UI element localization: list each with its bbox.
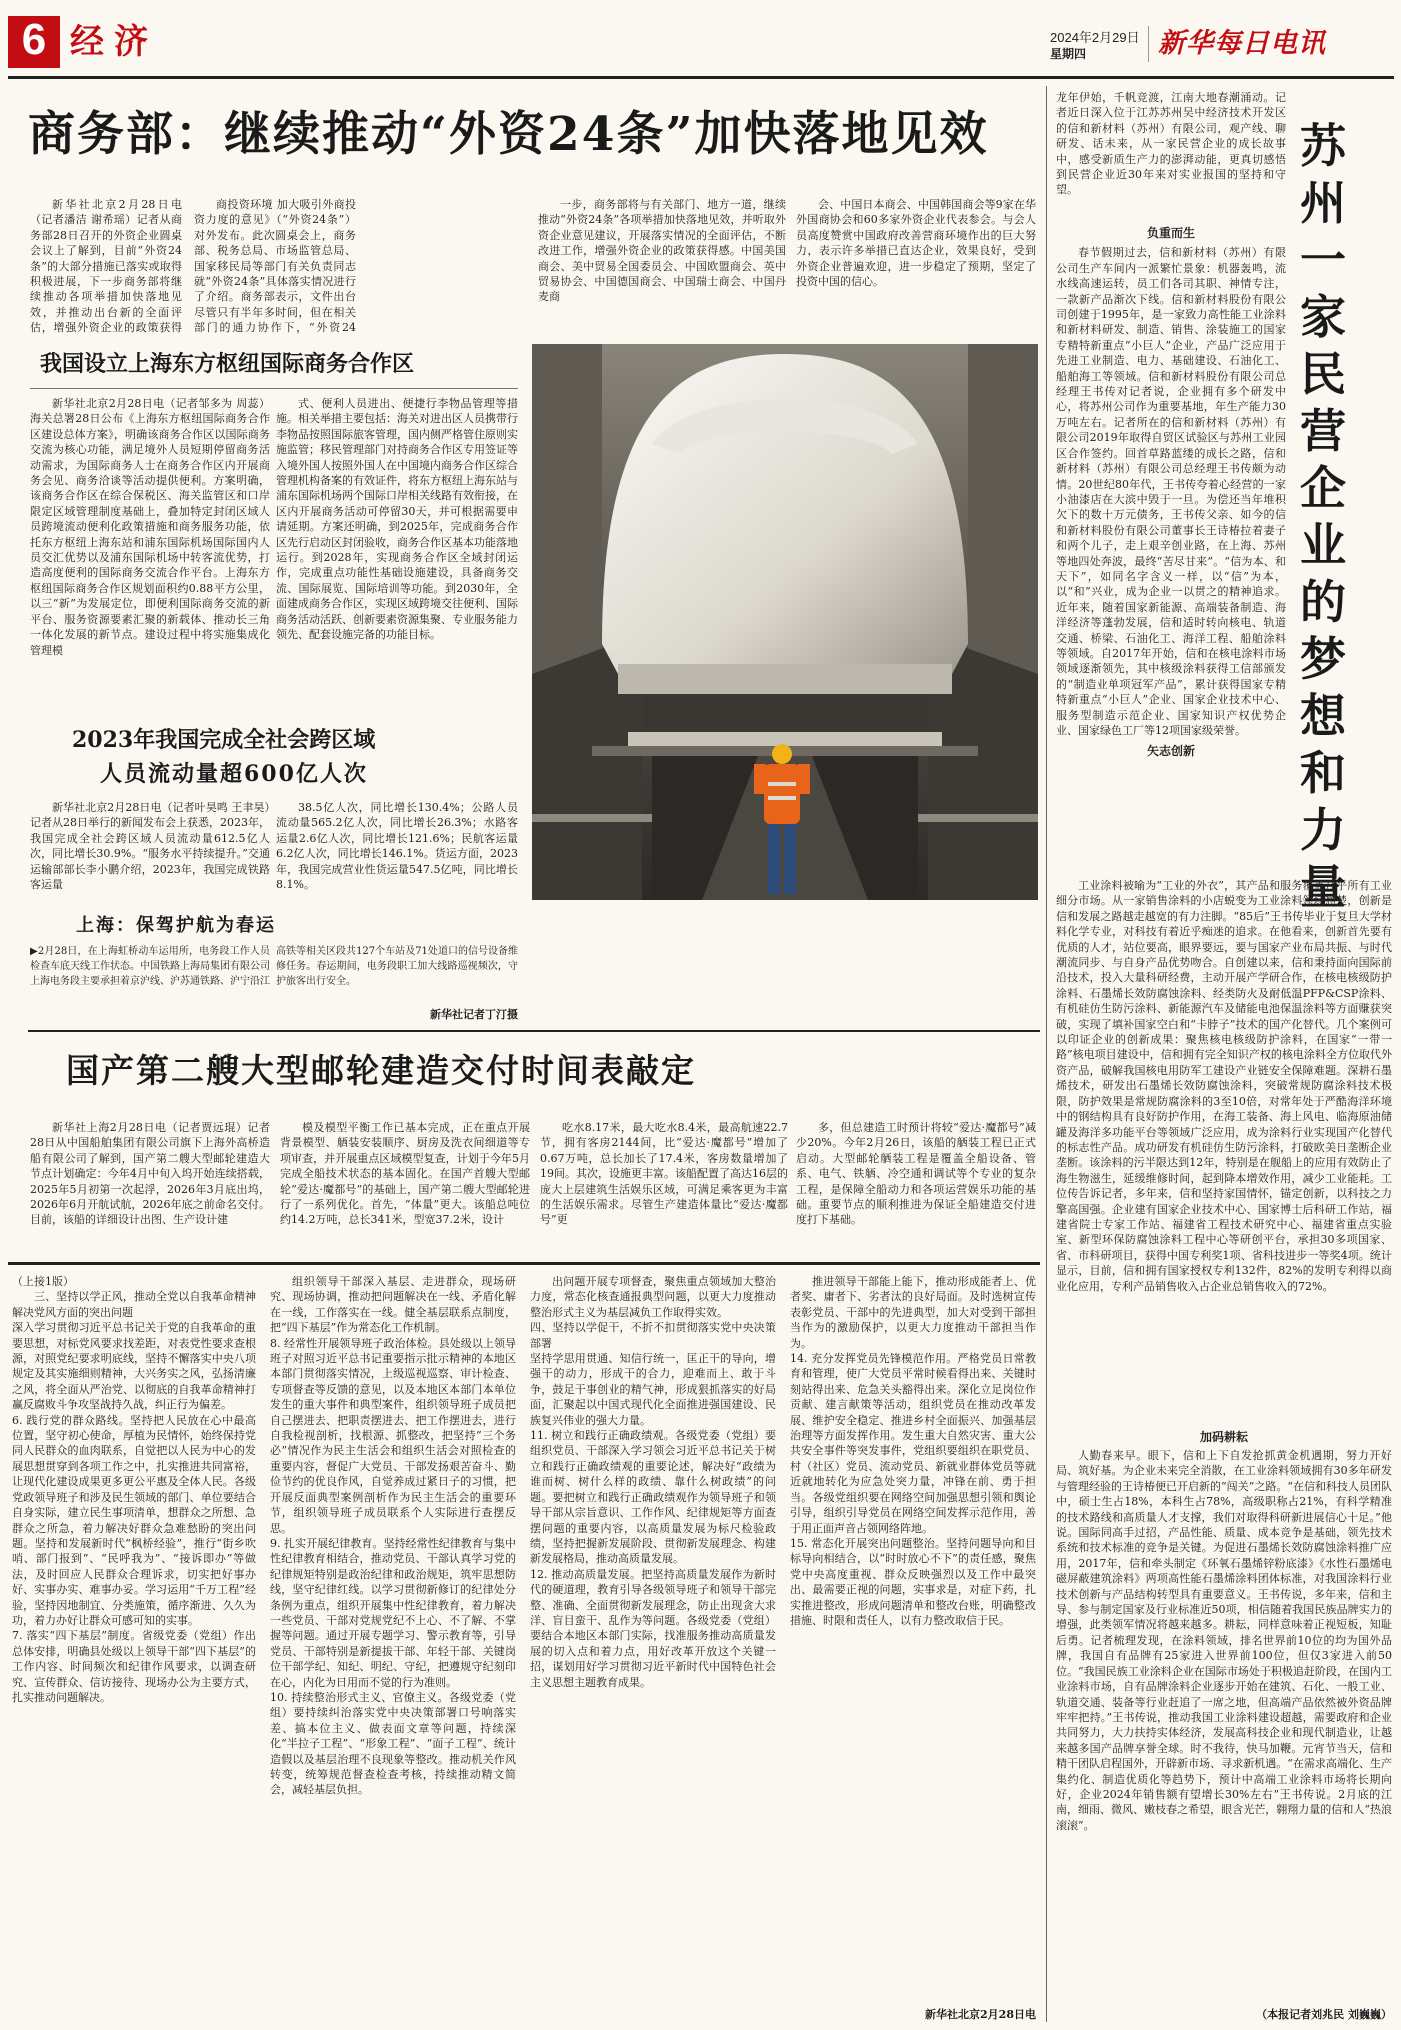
bottom-top-rule <box>8 1262 1040 1265</box>
bottom-text-3: 出问题开展专项督查，聚焦重点领域加大整治力度，常态化核查通报典型问题，以更大力度推动整治形式主义为基层减负工作取得实效。 四、坚持以学促干，不折不扣贯彻落实党中央决策部署 坚持学思用贯通、知信行统一，匡正干的导向，增强干的动力，形成干的合力，迎难而上、敢于斗争，鼓足干事创业的精气神，形成狠抓落实的好局面，汇聚起以中国式现代化全面推进强国建设、民族复兴伟业的强大力量。 11. 树立和践行正确政绩观。各级党委（党组）要组织党员、干部深入学习领会习近平总书记关于树立和践行正确政绩观的重要论述，解决好“政绩为谁而树、树什么样的政绩、靠什么树政绩”的问题。要把树立和践行正确政绩观作为领导班子和领导干部从宗旨意识、工作作风、纪律规矩等方面查摆问题的重要内容，以高质量发展为标尺检验政绩，坚持把握新发展阶段、贯彻新发展理念、构建新发展格局，推动高质量发展。 12. 推动高质量发展。把坚持高质量发展作为新时代的硬道理，教育引导各级领导班子和领导干部完整、准确、全面贯彻新发展理念，防止出现贪大求洋、盲目蛮干、乱作为等问题。各级党委（党组）要结合本地区本部门实际，找准服务推动高质量发展的切入点和着力点，用好改革开放这个关键一招，谋划用好学习贯彻习近平新时代中国特色社会主义思想主题教育成果。 <box>530 1275 776 1689</box>
shanghai-headline: 我国设立上海东方枢纽国际商务合作区 <box>40 351 415 377</box>
bottom-col-3 <box>530 1274 776 2022</box>
masthead-rule <box>8 76 1394 79</box>
photo-credit: 新华社记者丁汀摄 <box>430 1008 518 1021</box>
bottom-text-4: 推进领导干部能上能下，推动形成能者上、优者奖、庸者下、劣者汰的良好局面。及时选树宣传表彰党员、干部中的先进典型，加大对受到干部担当作为的激励保护，以更大力度推动干部担当作为。 14. 充分发挥党员先锋模范作用。严格党员日常教育和管理，使广大党员平常时候看得出来、关键时刻站得出来、危急关头豁得出来。深化立足岗位作贡献、建言献策等活动，组织党员在推动改革发展、维护安全稳定、推进乡村全面振兴、加强基层治理等方面发挥作用。发生重大自然灾害、重大公共安全事件等突发事件，党组织要组织在职党员、村（社区）党员、流动党员、新就业群体党员等就近就地转化为应急处突力量，冲锋在前、勇于担当。各级党组织要在网络空间加强思想引领和舆论引导，组织引导党员在网络空间发挥示范作用，善于用正面声音占领网络阵地。 15. 常态化开展突出问题整治。坚持问题导向和目标导向相结合，以“时时放心不下”的责任感，聚焦党中央高度重视、群众反映强烈以及工作中最突出、最需要正视的问题，实事求是，对症下药，扎实推进整改，形成问题清单和整改台账，明确整改措施、时限和责任人，以有力整改取信于民。 <box>790 1275 1036 1627</box>
lead-headline: 商务部：继续推动“外资24条”加快落地见效 <box>28 107 989 162</box>
photo-caption-col-2: 高铁等相关区段共127个车站及71处道口的信号设备维修任务。春运期间，电务段职工加大线路巡视频次，守护旅客出行安全。 <box>276 946 518 987</box>
sidebar-divider <box>1046 86 1047 2022</box>
bottom-col-2 <box>270 1274 516 2022</box>
issue-date: 2024年2月29日 <box>1050 30 1140 45</box>
shanghai-col-2: 式、便利人员进出、便捷行李物品管理等措施。相关举措主要包括：海关对进出区人员携带行李物品按照国际旅客管理，国内侧严格管住原则实施监管；移民管理部门对持商务合作区专用签证等入境外国人按照外国人在中国境内商务合作区综合管理机构备案的有效证件，将东方枢纽上海东站与浦东国际机场两个国际口岸相关线路有效衔接，在区内开展商务活动可停留30天，并可根据需要申请延期。方案还明确，到2025年，完成商务合作区先行启动区封闭验收，商务合作区基本功能落地运行。到2028年，实现商务合作区全域封闭运作，完成重点功能性基础设施建设，具备商务交流、国际展览、国际培训等功能。到2030年，全面建成商务合作区，实现区域跨境交往便利、国际商务活动活跃、创新要素资源集聚、专业服务能力领先、配套设施完备的功能目标。 <box>276 397 518 642</box>
lead-col-1: 新华社北京2月28日电（记者潘洁 谢希瑶）记者从商务部28日召开的外资企业圆桌会议上了解到，目前“外资24条”的大部分措施已落实或取得积极进展，下一步商务部将继续推动各项举措加快落地见效，并推动出台新的全面评估，增强外资企业的政策获得 <box>30 198 182 335</box>
lead-col-3: 一步，商务部将与有关部门、地方一道，继续推动“外资24条”各项举措加快落地见效，并听取外资企业意见建议，开展落实情况的全面评估，不断改进工作，增强外资企业的政策获得感。中国美国商会、美中贸易全国委员会、中国欧盟商会、英中贸易协会、中国德国商会、中国瑞士商会、中国丹麦商 <box>538 198 786 304</box>
sidebar-subhead-3: 加码耕耘 <box>1199 1430 1248 1444</box>
shanghai-rule <box>30 388 518 389</box>
paper-logo: 新华每日电讯 <box>1158 28 1326 59</box>
issue-weekday: 星期四 <box>1050 47 1087 61</box>
sidebar-headline <box>1296 118 1366 914</box>
cruise-headline: 国产第二艘大型邮轮建造交付时间表敲定 <box>66 1051 696 1090</box>
photo-caption-title: 上海：保驾护航为春运 <box>76 915 276 936</box>
shanghai-col-1: 新华社北京2月28日电（记者邹多为 周蕊）海关总署28日公布《上海东方枢纽国际商务合作区建设总体方案》，明确该商务合作区以国际商务交流为核心功能，满足境外人员短期停留商务活动需求，为国际商务人士在商务合作区内开展商务会见、商务洽谈等活动提供便利。方案明确，该商务合作区在综合保税区、海关监管区和口岸限定区域管理制度基础上，叠加特定封闭区域人员跨境流动便利化政策措施和商务服务功能，依托东方枢纽上海东站和浦东国际机场国际国内人员交汇优势以及浦东国际机场中转客流优势，打造高度便利的国际商务交流合作平台。上海东方枢纽国际商务合作区规划面积约0.88平方公里，以三“新”为发展定位，即便利国际商务交流的新平台、服务资源要素汇聚的新载体、推动长三角一体化发展的新节点。建设过程中将实施集成化管理模 <box>30 397 270 657</box>
sidebar-body-2: 工业涂料被喻为“工业的外衣”，其产品和服务覆盖几乎所有工业细分市场。从一家销售涂料的小店蜕变为工业涂料领域翘楚，创新是信和发展之路越走越宽的有力注脚。“85后”王书传毕业于复旦大学材料化学专业，对科技有着近乎痴迷的追求。在他看来，创新首先要有优质的人才，站位要高，眼界要远，要与国家产业布局共振、与时代潮流同步、与自身产品优势吻合。自创建以来，信和秉持面向国际前沿技术，投入大量科研经费，主动开展产学研合作，在核电核级防护涂料、石墨烯长效防腐蚀涂料、经类防火及耐低温PFP&CSP涂料、有机硅仿生防污涂料、新能源汽车及储能电池保温涂料等方面赚获突破，实现了填补国家空白和“卡脖子”技术的国产化替代。几个案例可以印证企业的创新成果：聚焦核电核级防护涂料，在国家“一带一路”核电项目建设中，信和拥有完全知识产权的核电涂料全方位取代外资产品，破解我国核电用防军工建设产业链安全保障难题。深耕石墨烯技术，研发出石墨烯长效防腐蚀涂料，突破常规防腐涂料技术极限，防护效果是常规防腐涂料的3至10倍，对常年处于严酷海洋环境中的钢结构具有良好防护作用，在海工装备、海上风电、临海原油储罐及海洋多功能平台等领域广泛应用，成为涂料行业实现国产化替代的标志性产品。成功研发有机硅仿生防污涂料，打破欧美日垄断企业垄断。该涂料的污半限达到12年，特别是在舰船上的应用有效防止了海生物滋生，延缓维修时间，起到降本增效作用，减少工业能耗。工位传告诉记者，多年来，信和坚持家国情怀，锚定创新，以科技之力擎高国强。企业建有国家企业技术中心、国家博士后科研工作站，福建省院士专家工作站、福建省工程技术研究中心、福建省重点实验室、新型环保防腐蚀涂料工程中心等研创平台，承担30多项国家、省、市科研项目，获得中国专利奖1项、省科技进步一等奖4项。统计显示，目前，信和拥有国家授权专利132件，82%的发明专利得以商业化应用，专利产品销售收入占企业总销售收入的72%。 <box>1056 879 1392 1293</box>
cruise-top-rule <box>28 1030 1040 1032</box>
sidebar-subhead-2: 矢志创新 <box>1146 744 1195 759</box>
cruise-col-2: 模及模型平衡工作已基本完成，正在重点开展背景模型、舾装安装顺序、厨房及洗衣间细道等专项审查，并开展重点区域模型复查，计划于今年5月完成全船技术状态的基本固化。在国产首艘大型邮轮“爱达·魔都号”的基础上，国产第二艘大型邮轮进行了一系列优化。首先，“体量”更大。该船总吨位约14.2万吨，总长341米，型宽37.2米，设计 <box>280 1121 530 1227</box>
bottom-text-1: 三、坚持以学正风，推动全党以自我革命精神解决党风方面的突出问题 深入学习贯彻习近平总书记关于党的自我革命的重要思想，对标党风要求找差距，对表党性要求查根源，对照党纪要求明底线，坚持不懈落实中央八项规定及其实施细则精神，大兴务实之风，弘扬清廉之风，将全面从严治党、以彻底的自我革命精神打赢反腐败斗争攻坚战持久战，纠正行为偏差。 6. 践行党的群众路线。坚持把人民放在心中最高位置，坚守初心使命，厚植为民情怀，始终保持党同人民群众的血肉联系，自觉把以人民为中心的发展思想贯穿到各项工作之中，扎实推进共同富裕，让现代化建设成果更多更公平惠及全体人民。各级党政领导班子和涉及民生领域的部门、单位要结合自身实际，建立民生事项清单，想群众之所想、急群众之所急，着力解决好群众急难愁盼的突出问题。坚持和发展新时代“枫桥经验”，推行“街乡吹哨、部门报到”、“民呼我为”、“接诉即办”等做法，及时回应人民群众合理诉求，切实把好事办好、实事办实、难事办妥。学习运用“千万工程”经验，坚持因地制宜、分类施策，循序渐进、久久为功，着力办好让群众可感可知的实事。 7. 落实“四下基层”制度。省级党委（党组）作出总体安排，明确县处级以上领导干部“四下基层”的工作内容、时间频次和纪律作风要求，以调查研究、宣传群众、信访接待、现场办公为主要方式，扎实推动问题解决。 <box>12 1290 256 1704</box>
travel-headline-1: 2023年我国完成全社会跨区域 <box>72 727 376 753</box>
masthead-divider <box>1148 26 1149 62</box>
photo-caption-col-1: ▶2月28日，在上海虹桥动车运用所，电务段工作人员检查车底天线工作状态。中国铁路上海局集团有限公司上海电务段主要承担着京沪线、沪苏通铁路、沪宁沿江 <box>30 946 270 987</box>
travel-headline-2: 人员流动量超600亿人次 <box>100 761 368 787</box>
bottom-col-1 <box>12 1274 256 2022</box>
cruise-col-4: 多，但总建造工时预计将较“爱达·魔都号”减少20%。今年2月26日，该船的舾装工程已正式启动。大型邮轮舾装工程是覆盖全船设备、管系、电气、铁舾、冷空通和调试等个专业的复杂工程，是保障全船动力和各项运营娱乐功能的基础。重要节点的顺利推进为保证全船建造交付进度打下基础。 <box>796 1121 1036 1227</box>
cruise-col-3: 吃水8.17米，最大吃水8.4米，最高航速22.7节，拥有客房2144间，比“爱达·魔都号”增加了0.67万吨，总长加长了17.4米，客房数量增加了19间。其次，设施更丰富。该船配置了高达16层的庞大上层建筑生活娱乐区域，可满足乘客更为丰富的生活娱乐需求。尽管生产建造体量比“爱达·魔都号”更 <box>540 1121 788 1227</box>
travel-col-2: 38.5亿人次，同比增长130.4%；公路人员流动量565.2亿人次，同比增长26.3%；水路客运量2.6亿人次，同比增长121.6%；民航客运量6.2亿人次，同比增长146.1%。货运方面，2023年，我国完成营业性货运量547.5亿吨，同比增长8.1%。 <box>276 801 518 892</box>
sidebar-intro: 龙年伊始，千帆竞渡，江南大地春潮涌动。记者近日深入位于江苏苏州吴中经济技术开发区的信和新材料（苏州）有限公司，观产线、聊研发、话未来，从一家民营企业的成长故事中，感受新质生产力的澎湃动能，更真切感悟到民营企业近30年来对实业报国的坚持和守望。 <box>1056 91 1286 197</box>
lead-col-4: 会、中国日本商会、中国韩国商会等9家在华外国商协会和60多家外资企业代表参会。与会人员高度赞赏中国政府改善营商环境作出的巨大努力，表示许多举措已直达企业，效果良好，受到外资企业普遍欢迎，进一步稳定了预期，坚定了投资中国的信心。 <box>796 198 1036 289</box>
sidebar-credit: （本报记者刘兆民 刘巍巍） <box>1256 2008 1392 2021</box>
bottom-end-credit: 新华社北京2月28日电 <box>925 2008 1036 2021</box>
travel-col-1: 新华社北京2月28日电（记者叶昊鸣 王聿昊）记者从28日举行的新闻发布会上获悉，2023年，我国完成全社会跨区域人员流动量612.5亿人次，同比增长30.9%。“服务水平持续提升。”交通运输部部长李小鹏介绍，2023年，我国完成铁路客运量 <box>30 801 270 892</box>
cruise-col-1: 新华社上海2月28日电（记者贾远琨）记者28日从中国船舶集团有限公司旗下上海外高桥造船有限公司了解到，国产第二艘大型邮轮建造大节点计划确定：今年4月中旬入坞开始连续搭载，2025年5月初第一次起浮，2026年3月底出坞，2026年6月开航试航，2026年底之前命名交付。目前，该船的详细设计出图、生产设计建 <box>30 1121 270 1227</box>
page-number: 6 <box>21 15 47 64</box>
continued-label: （上接1版） <box>12 1275 74 1288</box>
sidebar-body-1: 负重而生 春节假期过去，信和新材料（苏州）有限公司生产车间内一派繁忙景象：机器轰鸣，流水线高速运转，员工们各司其职、神情专注，一款新产品渐次下线。信和新材料股份有限公司创建于1995年，是一家致力高性能工业涂料和新材料研发、制造、销售、涂装施工的国家专精特新重点“小巨人”企业，产品广泛应用于先进工业制造、电力、基础建设、石油化工、船舶海工等领域。信和新材料股份有限公司总经理王书传对记者说，企业拥有多个研发中心，将苏州公司作为重要基地，年生产能力30万吨左右。记者所在的信和新材料（苏州）有限公司2019年取得自贸区试验区与苏州工业园区合作签约。回首草路蓝缕的成长之路，信和新材料（苏州）有限公司总经理王书传颇为动情。20世纪80年代，王书传夸着心经营的一家小油漆店在大滨中毁于一旦。为偿还当年堆积欠下的数十万元债务，王书传父亲、如今的信和新材料股份有限公司董事长王诗椿拉着妻子和两个儿子，走上艰辛创业路，在上海、苏州等地四处奔波，最终“苦尽甘来”。“信为本、和天下”，如同名字含义一样，以“信”为本，以“和”兴业，成为企业一以贯之的精神追求。近年来，随着国家新能源、高端装备制造、海洋经济等蓬勃发展，信和适时转向核电、轨道交通、桥梁、石油化工、海洋工程、船舶涂料等领域。自2017年开始，信和在核电涂料市场领域逐渐领先，其中核级涂料获得工信部颁发的“制造业单项冠军产品”，累计获得国家专精特新重点“小巨人”企业、国家企业技术中心、服务型制造示范企业、国家知识产权优势企业、国家绿色工厂等12项国家级荣誉。 矢志创新 <box>1056 226 1286 759</box>
news-photo <box>532 344 1038 900</box>
bottom-text-2: 组织领导干部深入基层、走进群众，现场研究、现场协调，推动把问题解决在一线、矛盾化解在一线，工作落实在一线。健全基层联系点制度，把“四下基层”作为常态化工作机制。 8. 经常性开展领导班子政治体检。县处级以上领导班子对照习近平总书记重要指示批示精神的本地区本部门贯彻落实情况，上级巡视巡察、审计检查、专项督查等反馈的意见，以及本地区本部门本单位发生的重大事件和典型案件，组织领导班子成员把自己摆进去、把职责摆进去、把工作摆进去，进行自我检视剖析，找根源、抓整改，把坚持“三个务必”情况作为民主生活会和组织生活会对照检查的重要内容，督促广大党员、干部发扬艰苦奋斗、勤俭节约的优良作风，自觉养成过紧日子的习惯，把开展反面典型案例剖析作为民主生活会的重要环节，组织领导班子成员联系个人实际进行查摆反思。 9. 扎实开展纪律教育。坚持经常性纪律教育与集中性纪律教育相结合，推动党员、干部认真学习党的纪律规矩特别是政治纪律和政治规矩，筑牢思想防线，坚守纪律红线。以学习贯彻新修订的纪律处分条例为重点，组织开展集中性纪律教育，着力解决一些党员、干部对党规党纪不上心、不了解、不掌握等问题。通过开展专题学习、警示教育等，引导党员、干部特别是新提拔干部、年轻干部、关键岗位干部学纪、知纪、明纪、守纪，把遵规守纪刻印在心，内化为日用而不觉的行为准则。 10. 持续整治形式主义、官僚主义。各级党委（党组）要持续纠治落实党中央决策部署口号响落实差、搞本位主义、做表面文章等问题，持续深化“半拉子工程”、“形象工程”、“面子工程”、统计造假以及基层治理不良现象等整改。推动机关作风转变，统筹规范督查检查考核，持续推动精文简会，减轻基层负担。 <box>270 1275 516 1797</box>
sidebar-body-3: 人勤春来早。眼下，信和上下自发抢抓黄金机遇期，努力开好局、筑好基。为企业未来完全消散，在工业涂料领域拥有30多年研发与管理经验的王诗椿便已开启新的“闯关”之路。“在信和科技人员团队中，硕士生占18%，本科生占78%，高级职称占21%，有科学精准的技术路线和高质量人才支撑，我们对取得科研新进展信心十足。”他说。国际同高手过招，产品性能、质量、成本竞争是基础，领先技术系统和技术标准的竞争是关键。为促进石墨烯长效防腐蚀涂料推广应用，2017年，信和牵头制定《环氧石墨烯锌粉底漆》《水性石墨烯电磁屏蔽建筑涂料》两项高性能石墨烯涂料团体标准，对我国涂料行业技术创新与产品结构转型具有重要意义。王书传说，多年来，信和主导、参与制定国家及行业标准近50项，相信随着我国民族品牌实力的增强，此类领军情况将越来越多。耕耘，同样意味着正视短板，知耻后勇。记者梳理发现，在涂料领域，排名世界前10位的均为国外品牌，我国自有品牌有25家进入世界前100位，但仅3家进入前50位。“我国民族工业涂料企业在国际市场处于积极追赶阶段，在国内工业涂料市场，自有品牌涂料企业逐步开始在建筑、石化、一般工业、轨道交通、装备等行业赶追了一席之地，但高端产品依然被外资品牌牢牢把持。”王书传说，推动我国工业涂料建设超越，需要政府和企业共同努力，大力扶持实体经济，发展高科技企业和现代制造业，让越来越多国产品牌享誉全球。时不我待，快马加鞭。元宵节当天，信和精干团队启程国外，开辟新市场、寻求新机遇。“在需求高端化、生产集约化、制造优质化等趋势下，预计中高端工业涂料市场将长期向好，企业2024年销售额有望增长30%左右”王书传说。2月底的江南，细雨、微风、嫩枝春之希望，眼含光芒，翱翔力量的信和人“热浪滚滚”。 <box>1056 1449 1392 1832</box>
sidebar-headline-text: 苏州一家民营企业的梦想和力量 <box>1300 119 1346 914</box>
section-title: 经济 <box>70 22 158 62</box>
lead-col-2: 商投资环境 加大吸引外商投资力度的意见》（“外资24条”）对外发布。此次圆桌会上，商务部、税务总局、市场监管总局、国家移民局等部门有关负责同志就“外资24条”具体落实情况进行了介绍。商务部表示，文件出台尽管只有半年多时间，但在相关部门的通力协作下，“外资24 <box>194 198 356 335</box>
sidebar-subhead-3-wrap <box>1056 1426 1392 1447</box>
sidebar-subhead-1: 负重而生 <box>1146 226 1195 240</box>
bottom-col-4 <box>790 1274 1036 2004</box>
train-maintenance-image <box>532 344 1038 900</box>
